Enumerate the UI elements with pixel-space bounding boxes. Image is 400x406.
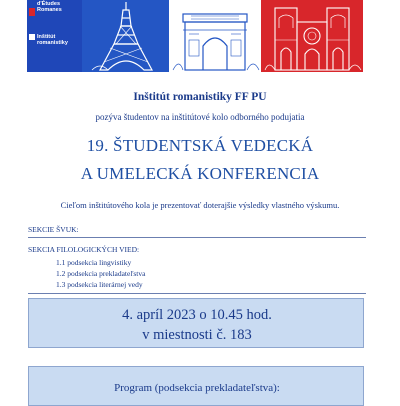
event-info-box [28, 298, 364, 348]
notre-dame-icon [261, 0, 363, 72]
eiffel-panel [82, 0, 169, 72]
arc-panel [169, 0, 261, 72]
arc-de-triomphe-icon [169, 0, 261, 72]
event-location: v miestnosti č. 183 [142, 327, 252, 343]
invitation-text: pozýva študentov na inštitútové kolo odborného podujatia [95, 112, 305, 122]
divider [28, 237, 366, 238]
eiffel-tower-icon [82, 0, 169, 72]
logo-mark [29, 8, 35, 16]
event-date-time: 4. apríl 2023 o 10.45 hod. [122, 307, 272, 323]
sections-label: SEKCIE ŠVUK: [28, 225, 79, 234]
logo-text-top: d'Études Romanes [37, 1, 62, 13]
logo-panel [27, 0, 82, 72]
philology-section: SEKCIA FILOLOGICKÝCH VIED: [28, 245, 140, 254]
notre-dame-panel [261, 0, 363, 72]
subsection-item: 1.1 podsekcia lingvistiky [56, 258, 132, 267]
subsection-item: 1.3 podsekcia literárnej vedy [56, 280, 143, 289]
logo-text-bottom: Inštitút romanistiky [37, 34, 68, 46]
divider [28, 293, 366, 294]
conference-title-line1: 19. ŠTUDENTSKÁ VEDECKÁ [86, 136, 314, 155]
program-label: Program (podsekcia prekladateľstva): [114, 382, 280, 394]
institute-name: Inštitút romanistiky FF PU [133, 91, 267, 103]
logo-mark-secondary [29, 34, 35, 40]
conference-goal: Cieľom inštitútového kola je prezentovať doterajšie výsledky vlastného výskumu. [60, 200, 340, 210]
conference-title-line2: A UMELECKÁ KONFERENCIA [80, 164, 320, 183]
banner [27, 0, 363, 72]
program-box [28, 366, 364, 406]
subsection-item: 1.2 podsekcia prekladateľstva [56, 269, 146, 278]
